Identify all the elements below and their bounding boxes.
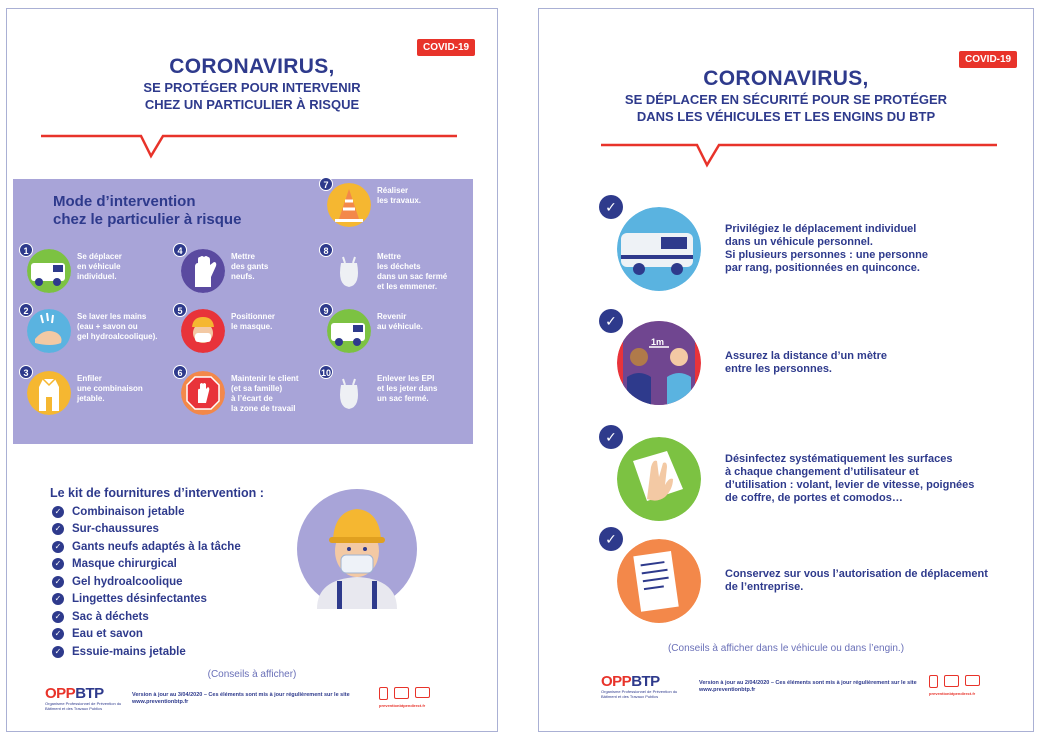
check-icon: ✓ — [52, 646, 64, 658]
step-number: 2 — [19, 303, 33, 317]
step-text: Enfiler une combinaison jetable. — [77, 374, 143, 403]
check-icon: ✓ — [52, 523, 64, 535]
poster-vehicles — [538, 8, 1034, 732]
title-line-3: DANS LES VÉHICULES ET LES ENGINS DU BTP — [636, 109, 936, 124]
check-icon: ✓ — [52, 576, 64, 588]
step-text: Se déplacer en véhicule individuel. — [77, 252, 122, 281]
kit-item — [52, 503, 241, 521]
advice-text: Assurez la distance d’un mètre entre les personnes. — [725, 350, 887, 375]
step-number: 9 — [319, 303, 333, 317]
intervention-step — [319, 246, 469, 295]
kit-list — [52, 503, 241, 661]
logo-subtitle: Organisme Professionnel de Prévention du Bâtiment et des Travaux Publics — [45, 701, 122, 711]
website-url: preventionbtpendirect.fr — [929, 691, 976, 696]
step-text: Enlever les EPI et les jeter dans un sac fermé. — [377, 374, 438, 403]
stop-hand-icon — [181, 371, 225, 415]
kit-item — [52, 643, 241, 661]
coverall-icon — [27, 371, 71, 415]
kit-item-label: Gants neufs adaptés à la tâche — [72, 540, 241, 553]
device-icons — [929, 675, 980, 688]
intervention-step — [173, 368, 323, 417]
laptop-icon — [394, 687, 409, 699]
trash-bag-icon — [327, 371, 371, 415]
step-number: 10 — [319, 365, 333, 379]
panel-title-line-2: chez le particulier à risque — [53, 211, 242, 228]
kit-item — [52, 521, 241, 539]
step-text: Réaliser les travaux. — [377, 186, 422, 205]
monitor-icon — [965, 675, 980, 686]
check-icon: ✓ — [52, 541, 64, 553]
trash-bag-icon — [327, 249, 371, 293]
step-number: 1 — [19, 243, 33, 257]
handwash-icon — [27, 309, 71, 353]
step-number: 8 — [319, 243, 333, 257]
title-line-2: SE DÉPLACER EN SÉCURITÉ POUR SE PROTÉGER — [624, 92, 948, 107]
step-number: 7 — [319, 177, 333, 191]
van-icon — [27, 249, 71, 293]
advice-text: Privilégiez le déplacement individuel dans un véhicule personnel. Si plusieurs personnes : une personne par rang, positionnées en quinconce. — [725, 223, 928, 274]
logo-subtitle: Organisme Professionnel de Prévention du Bâtiment et des Travaux Publics — [601, 689, 678, 699]
kit-item-label: Gel hydroalcoolique — [72, 575, 183, 588]
glove-icon — [181, 249, 225, 293]
step-number: 5 — [173, 303, 187, 317]
check-icon: ✓ — [52, 611, 64, 623]
title-callout-underline — [601, 137, 1001, 177]
step-text: Maintenir le client (et sa famille) à l’écart de la zone de travail — [231, 374, 299, 413]
intervention-step — [173, 246, 323, 295]
poster-footer — [539, 673, 1033, 703]
document-icon — [617, 539, 701, 623]
cone-icon — [327, 183, 371, 227]
intervention-step — [19, 246, 169, 295]
van-icon — [327, 309, 371, 353]
masked-worker-illustration — [297, 489, 417, 609]
monitor-icon — [415, 687, 430, 698]
step-text: Positionner le masque. — [231, 312, 276, 331]
step-text: Revenir au véhicule. — [377, 312, 423, 331]
step-text: Mettre des gants neufs. — [231, 252, 269, 281]
step-number: 4 — [173, 243, 187, 257]
intervention-step — [173, 306, 323, 355]
display-note: (Conseils à afficher) — [207, 669, 297, 680]
title-callout-underline — [41, 126, 461, 166]
kit-item-label: Sur-chaussures — [72, 523, 159, 536]
device-icons — [379, 687, 430, 700]
covid-badge: COVID-19 — [417, 39, 475, 56]
van-icon — [617, 207, 701, 291]
kit-item — [52, 608, 241, 626]
phone-icon — [929, 675, 938, 688]
check-icon: ✓ — [52, 593, 64, 605]
distance-workers-icon — [617, 321, 701, 405]
title-line-3: CHEZ UN PARTICULIER À RISQUE — [144, 97, 360, 112]
kit-item — [52, 591, 241, 609]
advice-text: Conservez sur vous l’autorisation de déplacement de l’entreprise. — [725, 568, 988, 593]
mask-icon — [181, 309, 225, 353]
kit-item-label: Masque chirurgical — [72, 558, 177, 571]
intervention-step — [19, 368, 169, 417]
kit-item-label: Essuie-mains jetable — [72, 645, 186, 658]
kit-item — [52, 538, 241, 556]
kit-item — [52, 573, 241, 591]
poster-title — [7, 55, 497, 113]
version-note: Version à jour au 2/04/2020 – Ces éléments sont mis à jour régulièrement sur le site www.preventionbtp.fr — [699, 680, 917, 693]
advice-text: Désinfectez systématiquement les surfaces à chaque changement d’utilisateur et d’utilisation : volant, levier de vitesse, poignées de coffre, de portes et comodos… — [725, 453, 975, 504]
intervention-step — [19, 306, 169, 355]
kit-item-label: Sac à déchets — [72, 610, 149, 623]
intervention-step — [319, 368, 469, 417]
kit-item — [52, 556, 241, 574]
title-line-1: CORONAVIRUS, — [169, 55, 335, 78]
step-text: Se laver les mains (eau + savon ou gel hydroalcoolique). — [77, 312, 158, 341]
covid-badge: COVID-19 — [959, 51, 1017, 68]
check-icon: ✓ — [599, 527, 623, 551]
poster-intervention — [6, 8, 498, 732]
oppbtp-logo: OPPBTP — [45, 685, 104, 702]
check-icon: ✓ — [52, 558, 64, 570]
kit-title: Le kit de fournitures d’intervention : — [50, 486, 264, 500]
kit-item-label: Combinaison jetable — [72, 505, 185, 518]
intervention-step — [319, 306, 469, 355]
phone-icon — [379, 687, 388, 700]
check-icon: ✓ — [52, 628, 64, 640]
check-icon: ✓ — [52, 506, 64, 518]
step-number: 6 — [173, 365, 187, 379]
title-line-2: SE PROTÉGER POUR INTERVENIR — [143, 80, 361, 95]
poster-title — [539, 67, 1033, 125]
panel-title — [53, 193, 241, 229]
step-number: 3 — [19, 365, 33, 379]
panel-title-line-1: Mode d’intervention — [53, 193, 196, 210]
kit-item-label: Eau et savon — [72, 628, 143, 641]
oppbtp-logo: OPPBTP — [601, 673, 660, 690]
intervention-step — [319, 180, 469, 229]
step-text: Mettre les déchets dans un sac fermé et les emmener. — [377, 252, 448, 291]
kit-item — [52, 626, 241, 644]
check-icon: ✓ — [599, 309, 623, 333]
intervention-steps-panel — [13, 179, 473, 444]
website-url: preventionbtpendirect.fr — [379, 703, 426, 708]
distance-label: 1m — [651, 337, 665, 347]
wipe-hand-icon — [617, 437, 701, 521]
check-icon: ✓ — [599, 195, 623, 219]
title-line-1: CORONAVIRUS, — [703, 67, 869, 90]
check-icon: ✓ — [599, 425, 623, 449]
kit-item-label: Lingettes désinfectantes — [72, 593, 207, 606]
poster-footer — [7, 685, 497, 715]
laptop-icon — [944, 675, 959, 687]
version-note: Version à jour au 3/04/2020 – Ces éléments sont mis à jour régulièrement sur le site www.preventionbtp.fr — [132, 692, 350, 705]
display-note: (Conseils à afficher dans le véhicule ou dans l’engin.) — [667, 643, 905, 654]
